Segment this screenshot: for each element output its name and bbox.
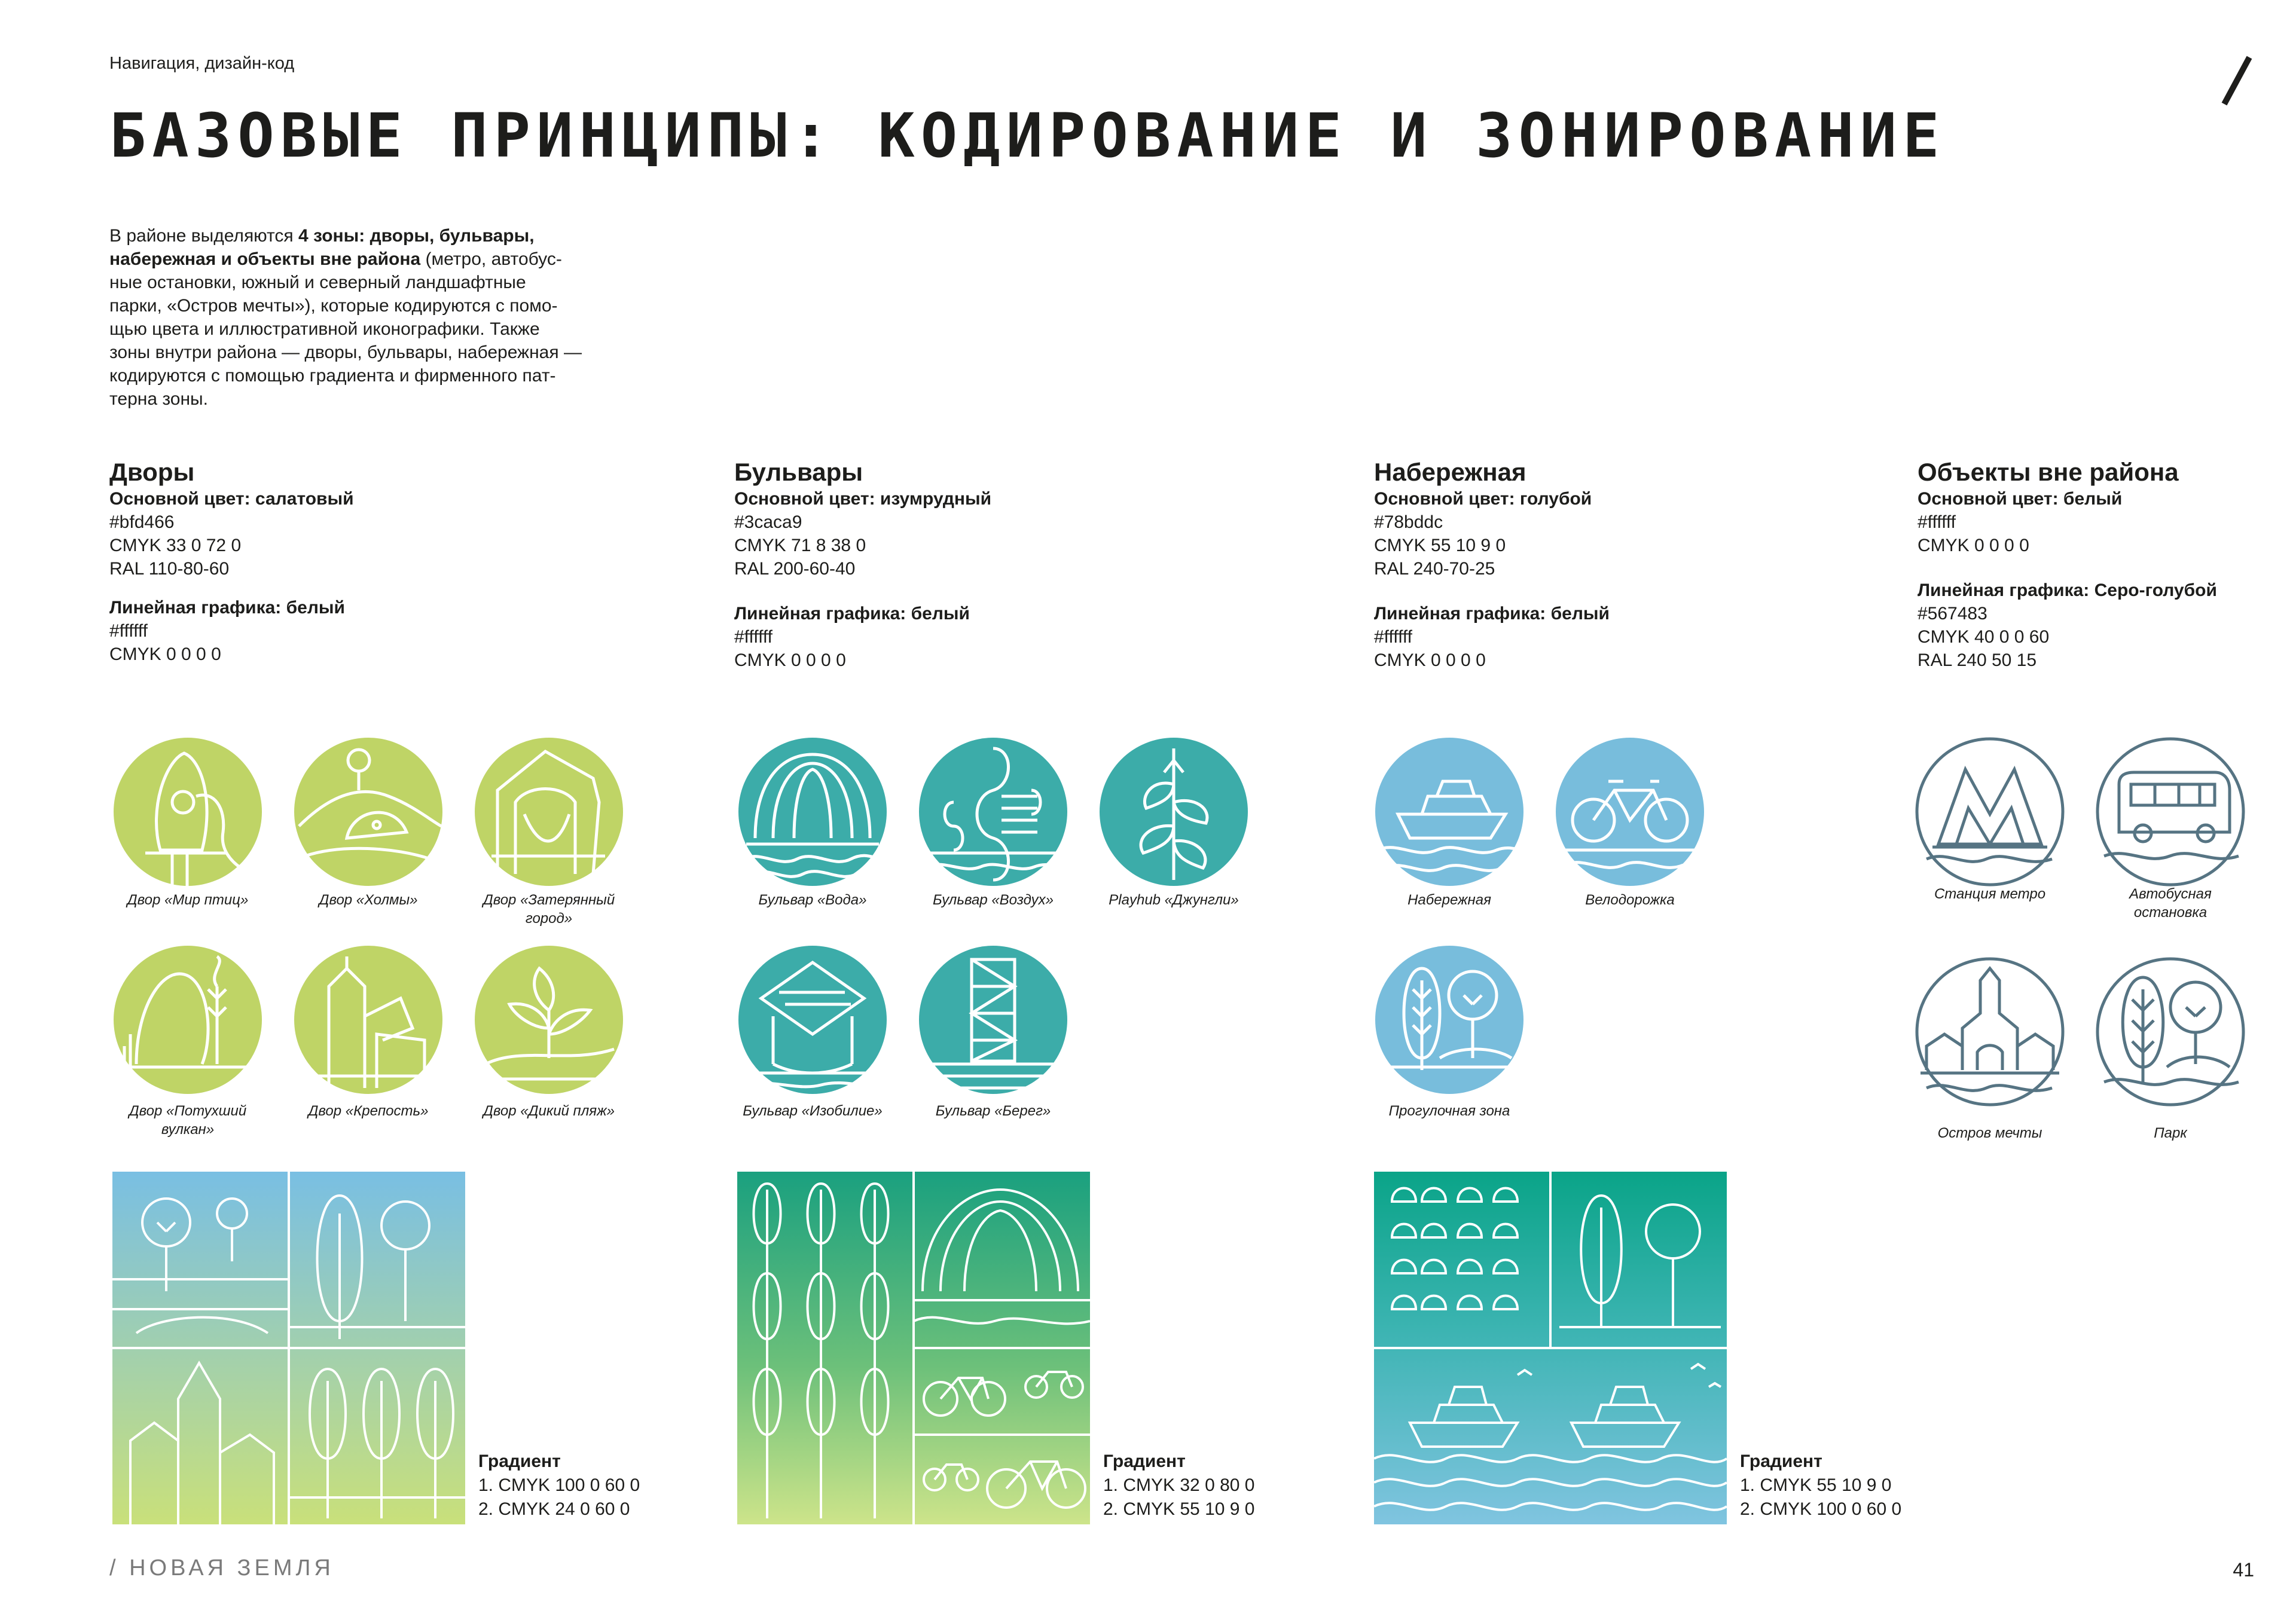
dream-island-icon xyxy=(1915,956,2065,1107)
page-number: 41 xyxy=(2233,1559,2254,1581)
intro-text: В районе выделяются 4 зоны: дворы, бульвары, набережная и объекты вне района (метро, автобус- ные остановки, южный и северный ландшафтные парки, «Остров мечты»), которые кодируются с помо- щью цвета и иллюстративной иконографики. Также зоны внутри района — дворы, бульвары, набережная — кодируются с помощью градиента и фирменного пат- терна зоны. xyxy=(109,226,582,409)
jungle-playhub-icon xyxy=(1098,736,1249,887)
caption-vulkan: Двор «Потухший вулкан» xyxy=(129,1103,247,1138)
park-icon xyxy=(2095,956,2246,1107)
caption-ostrov: Остров мечты xyxy=(1937,1125,2042,1141)
bird-world-icon xyxy=(112,736,263,887)
hills-icon xyxy=(293,736,444,887)
caption-izobilie: Бульвар «Изобилие» xyxy=(743,1103,883,1119)
dvory-pattern-tile xyxy=(112,1172,465,1524)
caption-bus: Автобусная остановка xyxy=(2129,886,2212,921)
air-boulevard-icon xyxy=(918,736,1068,887)
zone-vne-rayona: Объекты вне района Основной цвет: белый #ffffff CMYK 0 0 0 0 Линейная графика: Серо-голубой #567483 CMYK 40 0 0 60 RAL 240 50 15 xyxy=(1918,458,2217,670)
caption-metro: Станция метро xyxy=(1934,886,2046,902)
caption-mir-ptic: Двор «Мир птиц» xyxy=(127,892,249,908)
metro-station-icon xyxy=(1915,736,2065,887)
bike-lane-icon xyxy=(1555,736,1705,887)
caption-holmy: Двор «Холмы» xyxy=(319,892,418,908)
bus-stop-icon xyxy=(2095,736,2246,887)
zone-title: Объекты вне района xyxy=(1918,458,2179,486)
water-boulevard-icon xyxy=(737,736,888,887)
page-title: БАЗОВЫЕ ПРИНЦИПЫ: КОДИРОВАНИЕ И ЗОНИРОВАНИЕ xyxy=(109,100,1946,172)
breadcrumb: Навигация, дизайн-код xyxy=(109,54,295,73)
abundance-boulevard-icon xyxy=(737,945,888,1095)
caption-vozduh: Бульвар «Воздух» xyxy=(932,892,1054,908)
caption-plyazh: Двор «Дикий пляж» xyxy=(483,1103,615,1119)
lost-city-icon xyxy=(474,736,624,887)
zone-title: Бульвары xyxy=(734,458,863,486)
caption-voda: Бульвар «Вода» xyxy=(758,892,867,908)
caption-progulochnaya: Прогулочная зона xyxy=(1388,1103,1510,1119)
caption-zateryanny: Двор «Затерянный город» xyxy=(483,892,615,927)
naberezhnaya-pattern-tile xyxy=(1374,1172,1727,1524)
fortress-icon xyxy=(293,945,444,1095)
embankment-ship-icon xyxy=(1374,736,1525,887)
dvory-gradient-info: Градиент 1. CMYK 100 0 60 0 2. CMYK 24 0 60 0 xyxy=(478,1451,640,1519)
caption-bereg: Бульвар «Берег» xyxy=(935,1103,1051,1119)
caption-krepost: Двор «Крепость» xyxy=(308,1103,429,1119)
bulvary-pattern-tile xyxy=(737,1172,1090,1524)
volcano-icon xyxy=(112,945,263,1095)
wild-beach-icon xyxy=(474,945,624,1095)
zone-naberezhnaya: Набережная Основной цвет: голубой #78bddc CMYK 55 10 9 0 RAL 240-70-25 Линейная графика: белый #ffffff CMYK 0 0 0 0 xyxy=(1374,458,1610,670)
caption-dzhungli: Playhub «Джунгли» xyxy=(1109,892,1239,908)
slash-logo-icon xyxy=(2218,55,2254,106)
caption-velo: Велодорожка xyxy=(1585,892,1675,908)
walking-zone-icon xyxy=(1374,945,1525,1095)
caption-naberezhnaya: Набережная xyxy=(1407,892,1491,908)
zone-bulvary: Бульвары Основной цвет: изумрудный #3caca9 CMYK 71 8 38 0 RAL 200-60-40 Линейная графика: белый #ffffff CMYK 0 0 0 0 xyxy=(734,458,992,670)
zone-dvory: Дворы Основной цвет: салатовый #bfd466 CMYK 33 0 72 0 RAL 110-80-60 Линейная графика: белый #ffffff CMYK 0 0 0 0 xyxy=(109,458,354,664)
caption-park: Парк xyxy=(2154,1125,2187,1141)
zone-title: Дворы xyxy=(109,458,195,486)
shore-boulevard-icon xyxy=(918,945,1068,1095)
brand-logo: / НОВАЯ ЗЕМЛЯ xyxy=(109,1555,334,1581)
zone-title: Набережная xyxy=(1374,458,1526,486)
bulvary-gradient-info: Градиент 1. CMYK 32 0 80 0 2. CMYK 55 10 9 0 xyxy=(1103,1451,1255,1519)
naberezhnaya-gradient-info: Градиент 1. CMYK 55 10 9 0 2. CMYK 100 0 60 0 xyxy=(1740,1451,1902,1519)
